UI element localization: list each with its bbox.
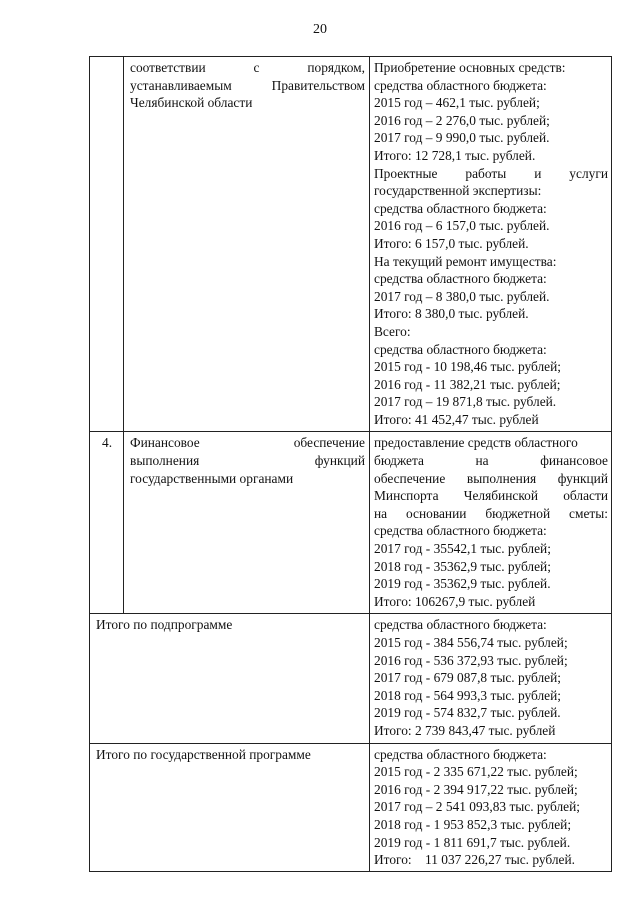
- financing-line: государственной экспертизы:: [374, 183, 542, 199]
- financing-line: 2015 год - 10 198,46 тыс. рублей;: [374, 359, 561, 375]
- financing-line: обеспечение выполнения функций: [374, 470, 608, 486]
- financing-line: средства областного бюджета:: [374, 200, 547, 216]
- financing-line: 2017 год - 679 087,8 тыс. рублей;: [374, 670, 561, 686]
- financing-line: Приобретение основных средств:: [374, 60, 566, 75]
- financing-line: Итого: 6 157,0 тыс. рублей.: [374, 235, 529, 251]
- total-financing-cell: [370, 614, 612, 743]
- financing-line: 2015 год - 384 556,74 тыс. рублей;: [374, 635, 568, 650]
- financing-line: 2017 год – 19 871,8 тыс. рублей.: [374, 394, 557, 410]
- table-row: [90, 614, 612, 743]
- financing-line: Итого: 106267,9 тыс. рублей: [374, 593, 536, 609]
- row-financing-cell: [370, 432, 612, 614]
- financing-line: Всего:: [374, 323, 411, 339]
- financing-line: 2016 год - 2 394 917,22 тыс. рублей;: [374, 781, 578, 797]
- total-label-cell: [90, 614, 370, 743]
- row-financing-cell: [370, 57, 612, 432]
- financing-line: средства областного бюджета:: [374, 617, 547, 633]
- financing-line: 2015 год - 2 335 671,22 тыс. рублей;: [374, 764, 578, 780]
- program-table: [89, 56, 612, 872]
- financing-line: средства областного бюджета:: [374, 746, 547, 762]
- financing-line: бюджета на финансовое: [374, 453, 608, 469]
- financing-line: средства областного бюджета:: [374, 341, 547, 357]
- row-number-cell: 4.: [90, 432, 124, 614]
- financing-line: предоставление средств областного: [374, 435, 578, 451]
- subprogram-total-label: Итого по подпрограмме: [96, 617, 233, 633]
- table-row: [90, 57, 612, 432]
- financing-line: 2018 год - 564 993,3 тыс. рублей;: [374, 687, 561, 703]
- total-financing-cell: [370, 743, 612, 871]
- financing-line: 2016 год - 11 382,21 тыс. рублей;: [374, 376, 561, 392]
- name-line: государственными органами: [130, 470, 294, 486]
- financing-line: Проектные работы и услуги: [374, 165, 608, 181]
- financing-line: 2016 год – 6 157,0 тыс. рублей.: [374, 218, 550, 234]
- financing-line: Итого: 12 728,1 тыс. рублей.: [374, 147, 536, 163]
- financing-line: 2017 год - 35542,1 тыс. рублей;: [374, 541, 551, 557]
- table-row: [90, 432, 612, 614]
- financing-line: 2019 год - 1 811 691,7 тыс. рублей.: [374, 834, 571, 850]
- financing-line: Минспорта Челябинской области: [374, 488, 608, 504]
- row-number-cell: [90, 57, 124, 432]
- total-label-cell: [90, 743, 370, 871]
- financing-line: 2017 год – 2 541 093,83 тыс. рублей;: [374, 799, 580, 815]
- page-number: 20: [313, 22, 327, 37]
- financing-line: 2019 год - 574 832,7 тыс. рублей.: [374, 705, 561, 721]
- financing-line: средства областного бюджета:: [374, 77, 547, 93]
- financing-line: средства областного бюджета:: [374, 523, 547, 539]
- financing-line: 2016 год - 536 372,93 тыс. рублей;: [374, 652, 568, 668]
- row-name-cell: [124, 432, 370, 614]
- financing-line: средства областного бюджета:: [374, 271, 547, 287]
- financing-line: 2016 год – 2 276,0 тыс. рублей;: [374, 112, 550, 128]
- name-line: устанавливаемым Правительством: [130, 77, 365, 93]
- table-row: [90, 743, 612, 871]
- financing-line: Итого: 41 452,47 тыс. рублей: [374, 411, 539, 427]
- financing-line: 2018 год - 35362,9 тыс. рублей;: [374, 558, 551, 574]
- financing-line: 2015 год – 462,1 тыс. рублей;: [374, 95, 540, 111]
- row-name-cell: [124, 57, 370, 432]
- financing-line: 2019 год - 35362,9 тыс. рублей.: [374, 576, 551, 592]
- financing-line: на основании бюджетной сметы:: [374, 505, 608, 521]
- financing-line: Итого: 11 037 226,27 тыс. рублей.: [374, 852, 575, 868]
- financing-line: Итого: 8 380,0 тыс. рублей.: [374, 306, 529, 322]
- name-line: выполнения функций: [130, 453, 365, 469]
- financing-line: 2018 год - 1 953 852,3 тыс. рублей;: [374, 816, 572, 832]
- program-total-label: Итого по государственной программе: [96, 746, 311, 762]
- name-line: Челябинской области: [130, 95, 253, 111]
- financing-line: 2017 год – 8 380,0 тыс. рублей.: [374, 288, 550, 304]
- financing-line: Итого: 2 739 843,47 тыс. рублей: [374, 722, 556, 738]
- financing-line: На текущий ремонт имущества:: [374, 253, 557, 269]
- financing-line: 2017 год – 9 990,0 тыс. рублей.: [374, 130, 550, 146]
- name-line: Финансовое обеспечение: [130, 435, 365, 451]
- name-line: соответствии с порядком,: [130, 60, 365, 75]
